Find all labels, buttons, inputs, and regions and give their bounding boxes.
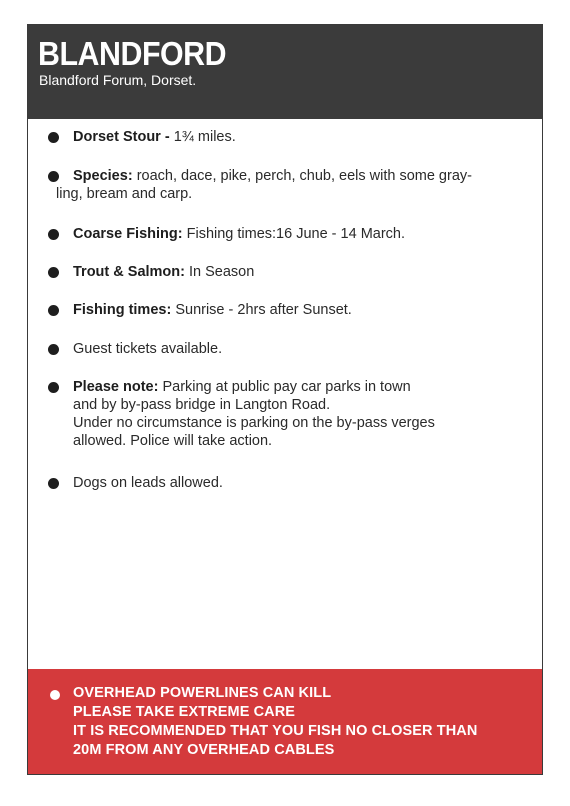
- info-item-value: Guest tickets available.: [73, 341, 223, 357]
- info-item-text: [73, 474, 513, 492]
- info-item-value: allowed. Police will take action.: [73, 433, 273, 449]
- venue-location: Blandford Forum, Dorset.: [39, 72, 197, 88]
- bullet-icon: [48, 478, 59, 489]
- info-item-value: In Season: [189, 264, 255, 280]
- bullet-icon: [48, 229, 59, 240]
- warning-line: 20M FROM ANY OVERHEAD CABLES: [73, 742, 335, 758]
- info-item-value: 1¾ miles.: [173, 129, 236, 145]
- info-item-label: Please note:: [73, 379, 159, 395]
- warning-line: OVERHEAD POWERLINES CAN KILL: [73, 685, 332, 701]
- powerline-warning: [28, 669, 542, 774]
- bullet-icon: [48, 132, 59, 143]
- info-item-value: Under no circumstance is parking on the by-pass verges: [73, 415, 435, 431]
- info-item-text: [73, 378, 513, 450]
- info-item-text: [56, 167, 513, 203]
- warning-line: PLEASE TAKE EXTREME CARE: [73, 704, 296, 720]
- info-item-value: ling, bream and carp.: [56, 186, 193, 202]
- info-item-text: [73, 128, 513, 146]
- info-item-text: [73, 263, 513, 281]
- warning-bullet-icon: [50, 690, 60, 700]
- info-item-text: [73, 340, 513, 358]
- info-item-value: roach, dace, pike, perch, chub, eels with some gray-: [136, 168, 472, 184]
- info-item-text: [73, 301, 513, 319]
- venue-header: [28, 25, 542, 119]
- venue-title: BLANDFORD: [38, 35, 227, 72]
- warning-text: [73, 684, 477, 760]
- bullet-icon: [48, 267, 59, 278]
- info-item-label: Fishing times:: [73, 302, 172, 318]
- info-item-value: Dogs on leads allowed.: [73, 475, 223, 491]
- info-item-value: Sunrise - 2hrs after Sunset.: [175, 302, 352, 318]
- info-item-value: Fishing times:16 June - 14 March.: [186, 226, 406, 242]
- bullet-icon: [48, 344, 59, 355]
- warning-line: IT IS RECOMMENDED THAT YOU FISH NO CLOSER THAN: [73, 723, 478, 739]
- bullet-icon: [48, 171, 59, 182]
- info-item-value: Parking at public pay car parks in town: [162, 379, 411, 395]
- info-item-label: Dorset Stour -: [73, 129, 170, 145]
- venue-card: [27, 24, 543, 775]
- info-item-label: Trout & Salmon:: [73, 264, 185, 280]
- info-item-label: Coarse Fishing:: [73, 226, 183, 242]
- info-item-value: and by by-pass bridge in Langton Road.: [73, 397, 331, 413]
- bullet-icon: [48, 382, 59, 393]
- info-item-text: [73, 225, 513, 243]
- info-item-label: Species:: [73, 168, 133, 184]
- bullet-icon: [48, 305, 59, 316]
